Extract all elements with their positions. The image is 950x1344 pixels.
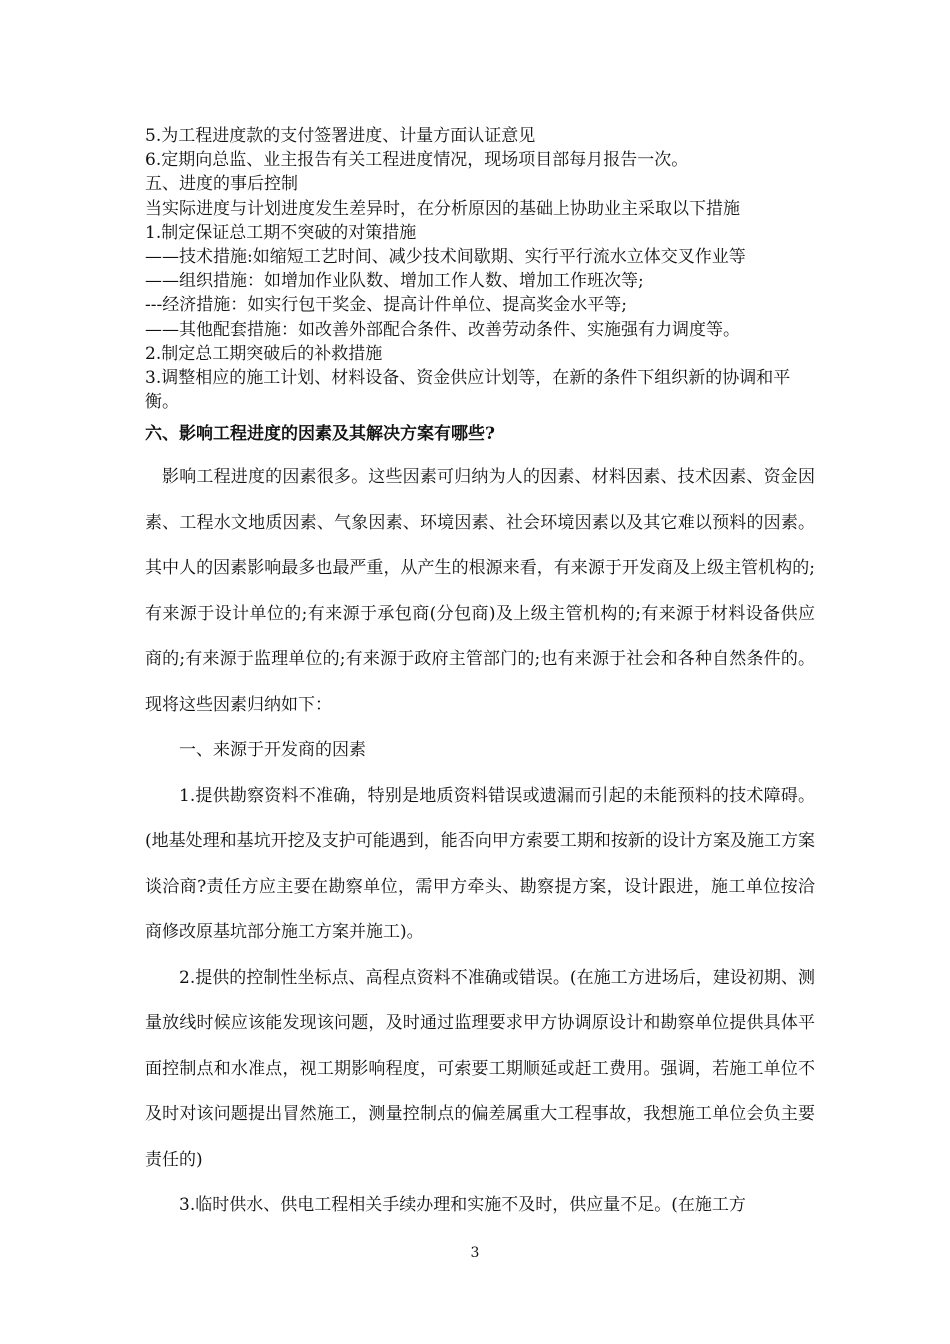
- text-line: ——技术措施:如缩短工艺时间、减少技术间歇期、实行平行流水立体交叉作业等: [145, 247, 746, 268]
- paragraph-section1: 一、来源于开发商的因素: [179, 740, 366, 760]
- paragraph-item3: 3.临时供水、供电工程相关手续办理和实施不及时，供应量不足。(在施工方: [179, 1195, 746, 1215]
- text-line: 3.调整相应的施工计划、材料设备、资金供应计划等，在新的条件下组织新的协调和平衡。: [145, 368, 791, 413]
- text-line: 当实际进度与计划进度发生差异时，在分析原因的基础上协助业主采取以下措施: [145, 198, 740, 219]
- control-measures-list: [145, 124, 815, 414]
- page-number: 3: [470, 1245, 480, 1261]
- text-line: 5.为工程进度款的支付签署进度、计量方面认证意见: [145, 126, 536, 146]
- text-line: 五、进度的事后控制: [145, 174, 298, 195]
- paragraph-intro: 影响工程进度的因素很多。这些因素可归纳为人的因素、材料因素、技术因素、资金因素、工程水文地质因素、气象因素、环境因素、社会环境因素以及其它难以预料的因素。其中人的因素影响最多也最严重，从产生的根源来看，有来源于开发商及上级主管机构的;有来源于设计单位的;有来源于承包商(分包商)及上级主管机构的;有来源于材料设备供应商的;有来源于监理单位的;有来源于政府主管部门的;也有来源于社会和各种自然条件的。现将这些因素归纳如下：: [145, 467, 815, 715]
- text-line: ---经济措施：如实行包干奖金、提高计件单位、提高奖金水平等;: [145, 295, 627, 316]
- text-line: ——其他配套措施：如改善外部配合条件、改善劳动条件、实施强有力调度等。: [145, 319, 740, 340]
- section-heading: 六、影响工程进度的因素及其解决方案有哪些?: [145, 424, 495, 444]
- paragraph-item2: 2.提供的控制性坐标点、高程点资料不准确或错误。(在施工方进场后，建设初期、测量放线时候应该能发现该问题，及时通过监理要求甲方协调原设计和勘察单位提供具体平面控制点和水准点，视工期影响程度，可索要工期顺延或赶工费用。强调，若施工单位不及时对该问题提出冒然施工，测量控制点的偏差属重大工程事故，我想施工单位会负主要责任的): [145, 967, 815, 1170]
- text-line: 1.制定保证总工期不突破的对策措施: [145, 222, 417, 243]
- text-line: 6.定期向总监、业主报告有关工程进度情况，现场项目部每月报告一次。: [145, 150, 689, 171]
- text-line: ——组织措施：如增加作业队数、增加工作人数、增加工作班次等;: [145, 271, 644, 292]
- paragraph-item1: 1.提供勘察资料不准确，特别是地质资料错误或遗漏而引起的未能预料的技术障碍。(地基处理和基坑开挖及支护可能遇到，能否向甲方索要工期和按新的设计方案及施工方案谈洽商?责任方应主要在勘察单位，需甲方牵头、勘察提方案，设计跟进，施工单位按洽商修改原基坑部分施工方案并施工)。: [145, 785, 815, 942]
- text-line: 2.制定总工期突破后的补救措施: [145, 343, 383, 364]
- body-text: [145, 455, 815, 1229]
